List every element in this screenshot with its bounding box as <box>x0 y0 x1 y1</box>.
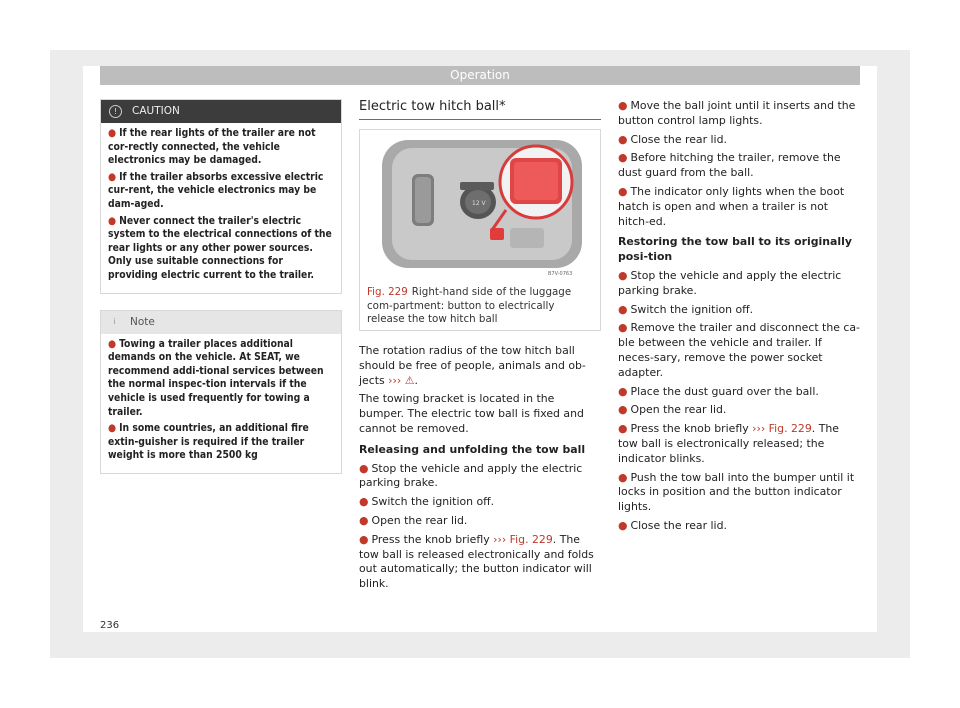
info-circle-icon: ! <box>109 105 122 118</box>
luggage-compartment-illustration <box>360 130 600 280</box>
figure-box <box>359 129 601 331</box>
figure-link[interactable]: Fig. 229 <box>509 532 553 546</box>
restoring-step: ● Remove the trailer and disconnect the ca-ble between the vehicle and trailer. If neces-sary, remove the power socket adapter. <box>618 321 860 379</box>
releasing-step: ● Stop the vehicle and apply the electric parking brake. <box>359 461 583 490</box>
restoring-heading: Restoring the tow ball to its originally posi-tion <box>618 235 852 264</box>
note-item: ● Towing a trailer places additional demands on the vehicle. At SEAT, we recommend addi-tional services between the normal inspec-tion intervals if the vehicle is used frequently for towing a trailer. <box>108 337 324 418</box>
note-box <box>100 310 342 474</box>
note-body <box>101 334 341 473</box>
note-title: Note <box>130 315 155 328</box>
bracket-text: The towing bracket is located in the bumper. The electric tow ball is fixed and cannot be removed. <box>359 392 584 435</box>
restoring-step: ● Switch the ignition off. <box>618 302 754 316</box>
note-header <box>101 311 341 334</box>
column-middle <box>359 99 601 596</box>
releasing-step: ● Switch the ignition off. <box>359 495 495 509</box>
page-number: 236 <box>100 620 120 631</box>
restoring-step: ● Push the tow ball into the bumper until it locks in position and the button indicator lights. <box>618 470 855 514</box>
caution-body <box>101 123 341 293</box>
step-item: ● Close the rear lid. <box>618 132 727 146</box>
restoring-step-press: ● Press the knob briefly ››› Fig. 229. The tow ball is electronically released; the indicator blinks. <box>618 422 839 465</box>
section-title: Operation <box>100 66 860 85</box>
step-item: ● Before hitching the trailer, remove the dust guard from the ball. <box>618 151 841 180</box>
column-left <box>100 99 342 474</box>
step-item: ● The indicator only lights when the boot hatch is open and when a trailer is not hitch-ed. <box>618 184 845 228</box>
figure-caption: Fig. 229 Right-hand side of the luggage com-partment: button to electrically release the tow hitch ball <box>367 286 572 326</box>
step-item: ● Move the ball joint until it inserts and the button control lamp lights. <box>618 99 856 127</box>
restoring-step: ● Place the dust guard over the ball. <box>618 384 819 398</box>
caution-item: ● If the rear lights of the trailer are not cor-rectly connected, the vehicle electronics may be damaged. <box>108 127 316 167</box>
note-item: ● In some countries, an additional fire extin-guisher is required if the trailer weight is more than 2500 kg <box>108 422 309 462</box>
article-title: Electric tow hitch ball* <box>359 99 601 120</box>
figure-illustration <box>360 130 600 330</box>
intro-text: The rotation radius of the tow hitch ball should be free of people, animals and ob-jects ››› ⚠. <box>359 344 586 387</box>
caution-title: CAUTION <box>132 105 180 117</box>
svg-text:B7V-0763: B7V-0763 <box>548 271 573 277</box>
column-right <box>618 99 860 538</box>
caution-item: ● If the trailer absorbs excessive electric cur-rent, the vehicle electronics may be dam-aged. <box>108 170 324 210</box>
releasing-heading: Releasing and unfolding the tow ball <box>359 442 586 456</box>
caution-header <box>101 100 341 123</box>
releasing-step-press: ● Press the knob briefly ››› Fig. 229. The tow ball is released electronically and folds out automatically; the button indicator will blink. <box>359 532 594 591</box>
svg-text:12 V: 12 V <box>472 200 486 207</box>
figure-link[interactable]: Fig. 229 <box>768 422 812 436</box>
releasing-step: ● Open the rear lid. <box>359 513 468 527</box>
warning-triangle-icon: ⚠ <box>404 373 415 387</box>
figure-number: Fig. 229 <box>367 286 408 298</box>
restoring-step: ● Open the rear lid. <box>618 403 727 417</box>
note-icon: i <box>113 317 116 327</box>
caution-item: ● Never connect the trailer's electric system to the electrical connections of the rear lights or any other power sources. Only use suitable connections for providing electric current to the trailer. <box>108 214 332 281</box>
restoring-step: ● Stop the vehicle and apply the electric parking brake. <box>618 268 842 297</box>
caution-box <box>100 99 342 294</box>
restoring-step: ● Close the rear lid. <box>618 518 727 532</box>
